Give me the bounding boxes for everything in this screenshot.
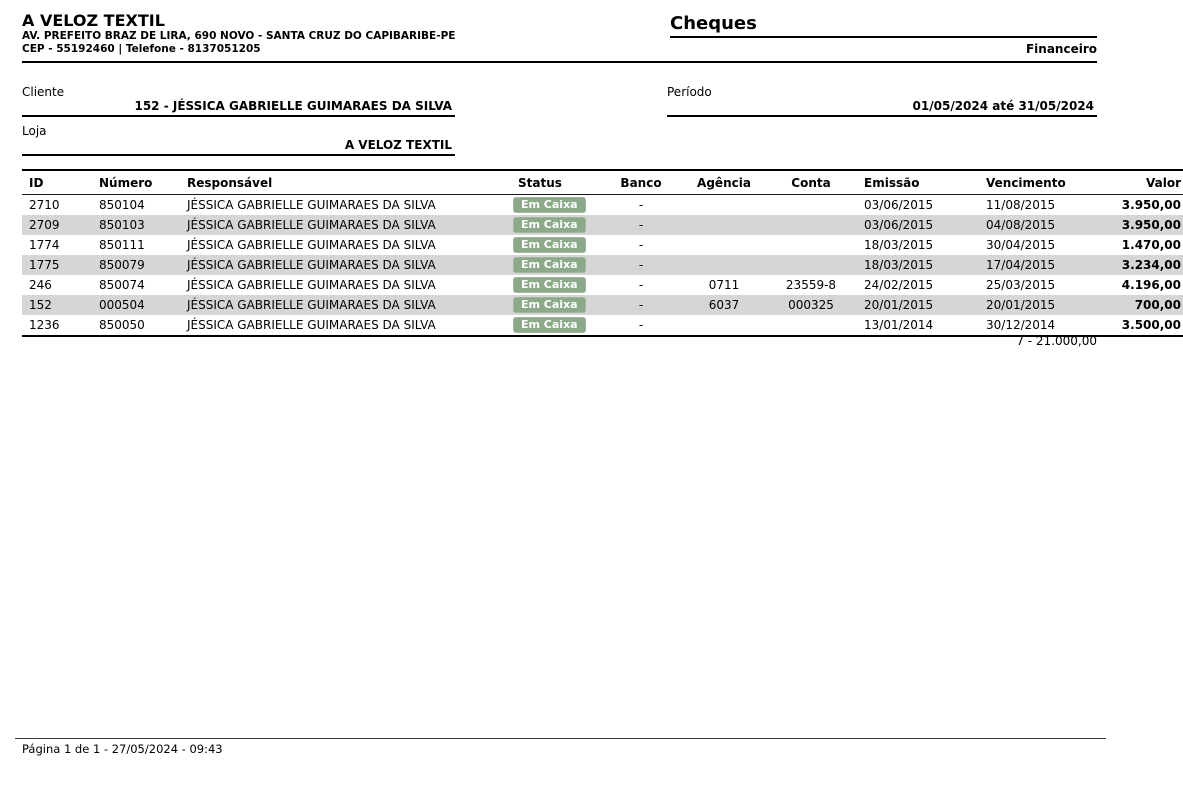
cell-vencimento: 30/04/2015 (986, 237, 1056, 252)
cell-responsavel: JÉSSICA GABRIELLE GUIMARAES DA SILVA (187, 257, 436, 272)
cell-responsavel: JÉSSICA GABRIELLE GUIMARAES DA SILVA (187, 237, 436, 252)
table-row (22, 255, 1183, 275)
cheques-table (22, 169, 1181, 337)
field-periodo (667, 85, 1097, 117)
cell-id: 152 (29, 297, 52, 312)
cell-numero: 850104 (99, 197, 145, 212)
cell-emissao: 13/01/2014 (864, 317, 934, 332)
status-badge: Em Caixa (513, 257, 586, 273)
cell-conta (767, 235, 855, 255)
cell-conta: 23559-8 (785, 277, 837, 292)
cell-banco: - (638, 217, 644, 232)
cell-status (502, 255, 601, 275)
cell-valor: 4.196,00 (1121, 277, 1181, 292)
table-row (22, 235, 1183, 255)
cell-emissao: 03/06/2015 (864, 217, 934, 232)
cell-responsavel: JÉSSICA GABRIELLE GUIMARAES DA SILVA (187, 197, 436, 212)
cell-banco: - (638, 237, 644, 252)
cell-agencia: 0711 (708, 277, 740, 292)
status-badge: Em Caixa (513, 297, 586, 313)
col-header-vencimento: Vencimento (979, 170, 1098, 195)
footer-divider (15, 738, 1106, 739)
field-cliente (22, 85, 455, 117)
col-header-agencia: Agência (681, 170, 767, 195)
loja-label: Loja (22, 124, 47, 138)
field-loja (22, 124, 455, 156)
cell-agencia (681, 315, 767, 336)
status-badge: Em Caixa (513, 237, 586, 253)
cell-valor: 1.470,00 (1121, 237, 1181, 252)
cell-emissao: 24/02/2015 (864, 277, 934, 292)
cell-id: 1775 (29, 257, 60, 272)
cell-emissao: 20/01/2015 (864, 297, 934, 312)
col-header-id: ID (22, 170, 96, 195)
header-row (22, 170, 1183, 195)
col-header-emissao: Emissão (855, 170, 979, 195)
cell-agencia (681, 215, 767, 235)
cell-agencia (681, 195, 767, 216)
cell-responsavel: JÉSSICA GABRIELLE GUIMARAES DA SILVA (187, 217, 436, 232)
cell-valor: 3.950,00 (1121, 197, 1181, 212)
cell-numero: 000504 (99, 297, 145, 312)
cell-status (502, 235, 601, 255)
cell-conta (767, 255, 855, 275)
status-badge: Em Caixa (513, 197, 586, 213)
periodo-value: 01/05/2024 até 31/05/2024 (912, 99, 1094, 113)
cell-numero: 850074 (99, 277, 145, 292)
cheques-table-body (22, 195, 1183, 337)
cell-emissao: 03/06/2015 (864, 197, 934, 212)
cell-valor: 3.234,00 (1121, 257, 1181, 272)
company-name: A VELOZ TEXTIL (22, 11, 165, 30)
cell-vencimento: 25/03/2015 (986, 277, 1056, 292)
cell-id: 2710 (29, 197, 60, 212)
cell-valor: 700,00 (1134, 297, 1181, 312)
cell-banco: - (638, 317, 644, 332)
cell-id: 1236 (29, 317, 60, 332)
table-row (22, 215, 1183, 235)
status-badge: Em Caixa (513, 217, 586, 233)
cell-agencia (681, 235, 767, 255)
table-row (22, 195, 1183, 216)
table-summary: 7 - 21.000,00 (1016, 334, 1097, 348)
table-row (22, 295, 1183, 315)
cell-status (502, 215, 601, 235)
col-header-numero: Número (96, 170, 184, 195)
table-row (22, 275, 1183, 295)
cell-vencimento: 11/08/2015 (986, 197, 1056, 212)
report-header (670, 13, 1097, 56)
cell-emissao: 18/03/2015 (864, 257, 934, 272)
cliente-label: Cliente (22, 85, 65, 99)
report-subtitle: Financeiro (1025, 42, 1097, 56)
header-divider (22, 61, 1097, 63)
cell-status (502, 275, 601, 295)
cell-id: 246 (29, 277, 52, 292)
cell-conta (767, 215, 855, 235)
company-cep-phone: CEP - 55192460 | Telefone - 8137051205 (22, 43, 261, 55)
company-header (22, 11, 455, 56)
company-address: AV. PREFEITO BRAZ DE LIRA, 690 NOVO - SANTA CRUZ DO CAPIBARIBE-PE (22, 30, 456, 42)
cliente-value: 152 - JÉSSICA GABRIELLE GUIMARAES DA SILVA (134, 99, 452, 113)
cell-vencimento: 04/08/2015 (986, 217, 1056, 232)
cell-status (502, 195, 601, 216)
cell-agencia: 6037 (708, 297, 740, 312)
cell-responsavel: JÉSSICA GABRIELLE GUIMARAES DA SILVA (187, 317, 436, 332)
col-header-banco: Banco (601, 170, 681, 195)
cell-valor: 3.950,00 (1121, 217, 1181, 232)
col-header-status: Status (502, 170, 601, 195)
table-row (22, 315, 1183, 336)
page-footer: Página 1 de 1 - 27/05/2024 - 09:43 (22, 742, 223, 756)
status-badge: Em Caixa (513, 277, 586, 293)
cell-responsavel: JÉSSICA GABRIELLE GUIMARAES DA SILVA (187, 297, 436, 312)
cell-numero: 850079 (99, 257, 145, 272)
cell-responsavel: JÉSSICA GABRIELLE GUIMARAES DA SILVA (187, 277, 436, 292)
cell-banco: - (638, 257, 644, 272)
cell-banco: - (638, 277, 644, 292)
col-header-conta: Conta (767, 170, 855, 195)
cell-valor: 3.500,00 (1121, 317, 1181, 332)
cell-agencia (681, 255, 767, 275)
cell-numero: 850103 (99, 217, 145, 232)
cell-status (502, 315, 601, 336)
cheques-table-head (22, 170, 1183, 195)
cell-vencimento: 17/04/2015 (986, 257, 1056, 272)
cell-status (502, 295, 601, 315)
cell-conta: 000325 (788, 297, 834, 312)
cell-numero: 850050 (99, 317, 145, 332)
cell-conta (767, 195, 855, 216)
cell-banco: - (638, 197, 644, 212)
status-badge: Em Caixa (513, 317, 586, 333)
report-title: Cheques (670, 13, 1097, 38)
cell-emissao: 18/03/2015 (864, 237, 934, 252)
cell-vencimento: 30/12/2014 (986, 317, 1056, 332)
col-header-responsavel: Responsável (184, 170, 502, 195)
periodo-label: Período (667, 85, 712, 99)
cell-numero: 850111 (99, 237, 145, 252)
cell-id: 2709 (29, 217, 60, 232)
cell-conta (767, 315, 855, 336)
loja-value: A VELOZ TEXTIL (344, 138, 452, 152)
cell-banco: - (638, 297, 644, 312)
cell-id: 1774 (29, 237, 60, 252)
col-header-valor: Valor (1098, 170, 1183, 195)
cell-vencimento: 20/01/2015 (986, 297, 1056, 312)
